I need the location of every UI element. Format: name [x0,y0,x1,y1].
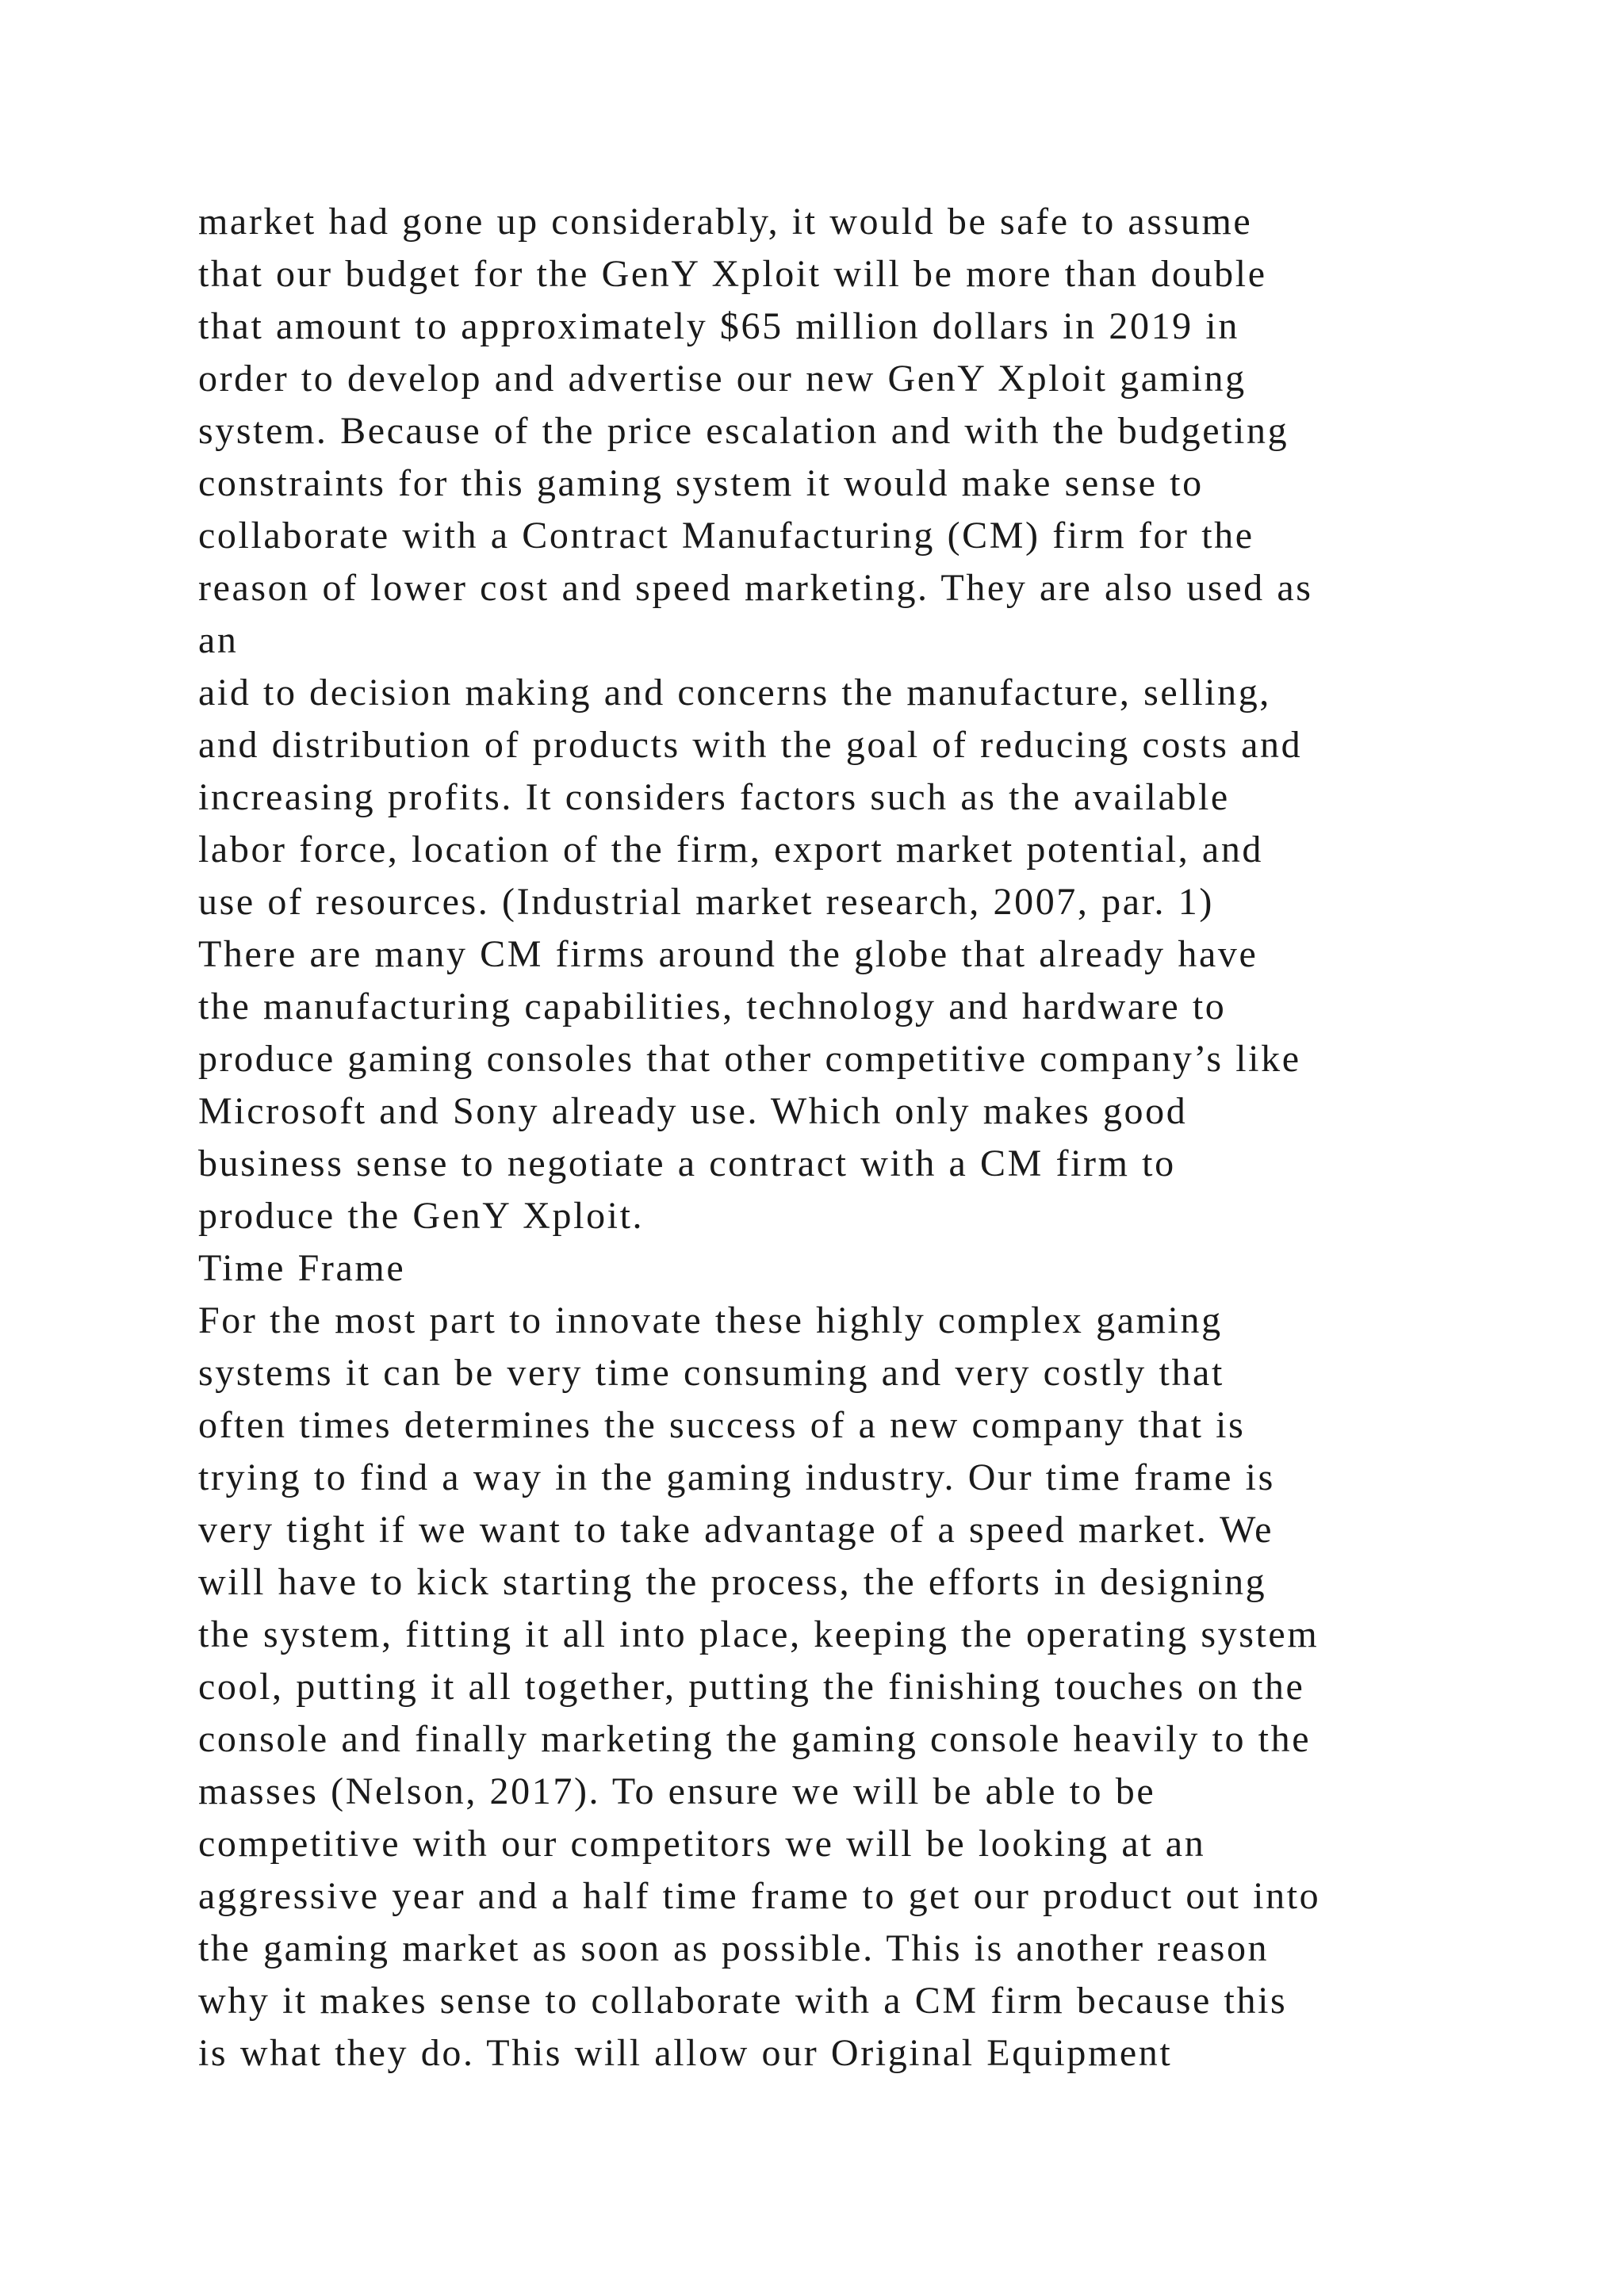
text-line: that our budget for the GenY Xploit will be more than double [198,253,1267,295]
text-line: reason of lower cost and speed marketing. They are also used as [198,567,1313,609]
text-line: why it makes sense to collaborate with a CM firm because this [198,1980,1288,2022]
text-line: competitive with our competitors we will be looking at an [198,1823,1206,1865]
text-line: will have to kick starting the process, the efforts in designing [198,1561,1267,1603]
text-line: trying to find a way in the gaming industry. Our time frame is [198,1456,1275,1498]
text-line: an [198,619,239,661]
text-line: is what they do. This will allow our Original Equipment [198,2032,1173,2074]
text-line: the gaming market as soon as possible. This is another reason [198,1927,1270,1969]
text-line: Microsoft and Sony already use. Which only makes good [198,1090,1188,1132]
text-line: system. Because of the price escalation and with the budgeting [198,410,1289,452]
body-text [198,196,1546,2080]
text-line: console and finally marketing the gaming console heavily to the [198,1718,1312,1760]
text-line: market had gone up considerably, it would be safe to assume [198,201,1253,243]
text-line: aggressive year and a half time frame to get our product out into [198,1875,1321,1917]
text-line: order to develop and advertise our new GenY Xploit gaming [198,358,1247,400]
text-line: increasing profits. It considers factors such as the available [198,776,1230,818]
section-heading: Time Frame [198,1247,406,1289]
text-line: business sense to negotiate a contract with a CM firm to [198,1142,1176,1184]
text-line: cool, putting it all together, putting the finishing touches on the [198,1666,1305,1708]
text-line: that amount to approximately $65 million dollars in 2019 in [198,305,1239,347]
text-line: produce gaming consoles that other competitive company’s like [198,1038,1301,1080]
text-line: collaborate with a Contract Manufacturing (CM) firm for the [198,515,1254,557]
text-line: constraints for this gaming system it would make sense to [198,462,1204,504]
text-line: masses (Nelson, 2017). To ensure we will be able to be [198,1770,1156,1812]
text-line: aid to decision making and concerns the manufacture, selling, [198,672,1271,714]
text-line: use of resources. (Industrial market research, 2007, par. 1) [198,881,1214,923]
text-line: and distribution of products with the goal of reducing costs and [198,724,1303,766]
text-line: very tight if we want to take advantage of a speed market. We [198,1509,1274,1551]
text-line: the manufacturing capabilities, technology and hardware to [198,985,1227,1027]
text-line: systems it can be very time consuming and very costly that [198,1352,1224,1394]
text-line: There are many CM firms around the globe that already have [198,933,1258,975]
text-line: For the most part to innovate these highly complex gaming [198,1299,1223,1341]
text-line: often times determines the success of a new company that is [198,1404,1246,1446]
text-line: produce the GenY Xploit. [198,1195,645,1237]
text-line: the system, fitting it all into place, keeping the operating system [198,1613,1320,1655]
text-line: labor force, location of the firm, export market potential, and [198,828,1264,871]
